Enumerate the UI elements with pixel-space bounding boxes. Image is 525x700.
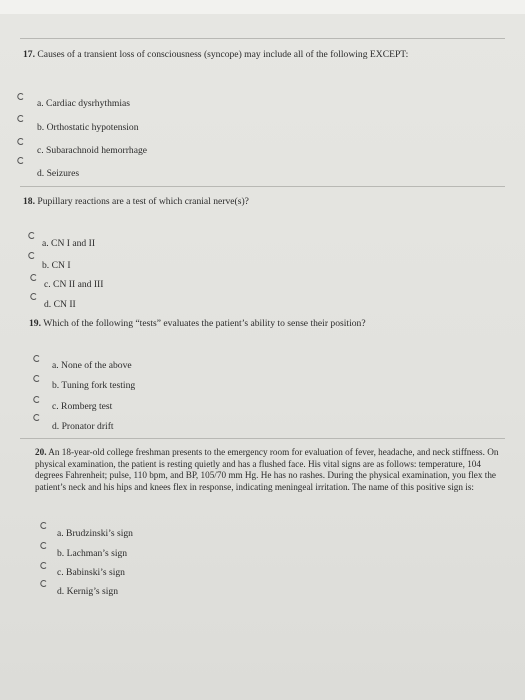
option-17b: b. Orthostatic hypotension xyxy=(37,122,139,133)
option-19c: c. Romberg test xyxy=(52,401,113,412)
radio-17d[interactable] xyxy=(17,157,24,164)
radio-18c[interactable] xyxy=(30,274,37,281)
option-20a: a. Brudzinski’s sign xyxy=(57,528,133,539)
question-stem: Pupillary reactions are a test of which cranial nerve(s)? xyxy=(37,196,249,207)
radio-18b[interactable] xyxy=(28,252,35,259)
top-edge xyxy=(0,0,525,14)
question-number: 19. xyxy=(29,318,41,329)
option-19b: b. Tuning fork testing xyxy=(52,380,136,391)
question-stem: Causes of a transient loss of consciousness (syncope) may include all of the following EXCEPT: xyxy=(37,49,409,60)
question-18 xyxy=(23,196,503,208)
question-number: 20. xyxy=(35,447,47,457)
question-20 xyxy=(35,447,505,493)
radio-19d[interactable] xyxy=(33,414,40,421)
radio-18d[interactable] xyxy=(30,293,37,300)
radio-17a[interactable] xyxy=(17,93,24,100)
radio-19b[interactable] xyxy=(33,375,40,382)
option-20c: c. Babinski’s sign xyxy=(57,567,125,578)
question-stem: An 18-year-old college freshman presents to the emergency room for evaluation of fever, headache, and neck stiffness. On physical examination, the patient is resting quietly and has a flushed face. His vital signs are as follows: temperature, 104 degrees Fahrenheit; pulse, 110 bpm, and BP, 105/70 mm Hg. He has no rashes. During the physical examination, you flex the patient’s neck and his hips and knees flex in response, indicating meningeal irritation. The name of this positive sign is: xyxy=(35,447,499,492)
radio-20a[interactable] xyxy=(40,522,47,529)
divider xyxy=(20,38,505,39)
option-17d: d. Seizures xyxy=(37,168,80,179)
radio-20b[interactable] xyxy=(40,542,47,549)
option-20d: d. Kernig’s sign xyxy=(57,586,119,597)
question-19 xyxy=(29,318,509,330)
option-19a: a. None of the above xyxy=(52,360,132,371)
option-20b: b. Lachman’s sign xyxy=(57,548,128,559)
option-17c: c. Subarachnoid hemorrhage xyxy=(37,145,148,156)
question-number: 18. xyxy=(23,196,35,207)
radio-19a[interactable] xyxy=(33,355,40,362)
question-stem: Which of the following “tests” evaluates the patient’s ability to sense their position? xyxy=(43,318,366,329)
option-17a: a. Cardiac dysrhythmias xyxy=(37,98,130,109)
option-19d: d. Pronator drift xyxy=(52,421,114,432)
option-18c: c. CN II and III xyxy=(44,279,104,290)
option-18a: a. CN I and II xyxy=(42,238,96,249)
radio-17c[interactable] xyxy=(17,138,24,145)
divider xyxy=(20,438,505,439)
quiz-sheet xyxy=(0,14,525,700)
option-18d: d. CN II xyxy=(44,299,76,310)
radio-18a[interactable] xyxy=(28,232,35,239)
radio-20d[interactable] xyxy=(40,580,47,587)
question-number: 17. xyxy=(23,49,35,60)
radio-17b[interactable] xyxy=(17,115,24,122)
option-18b: b. CN I xyxy=(42,260,71,271)
radio-19c[interactable] xyxy=(33,396,40,403)
radio-20c[interactable] xyxy=(40,562,47,569)
question-17 xyxy=(23,49,503,61)
divider xyxy=(20,186,505,187)
